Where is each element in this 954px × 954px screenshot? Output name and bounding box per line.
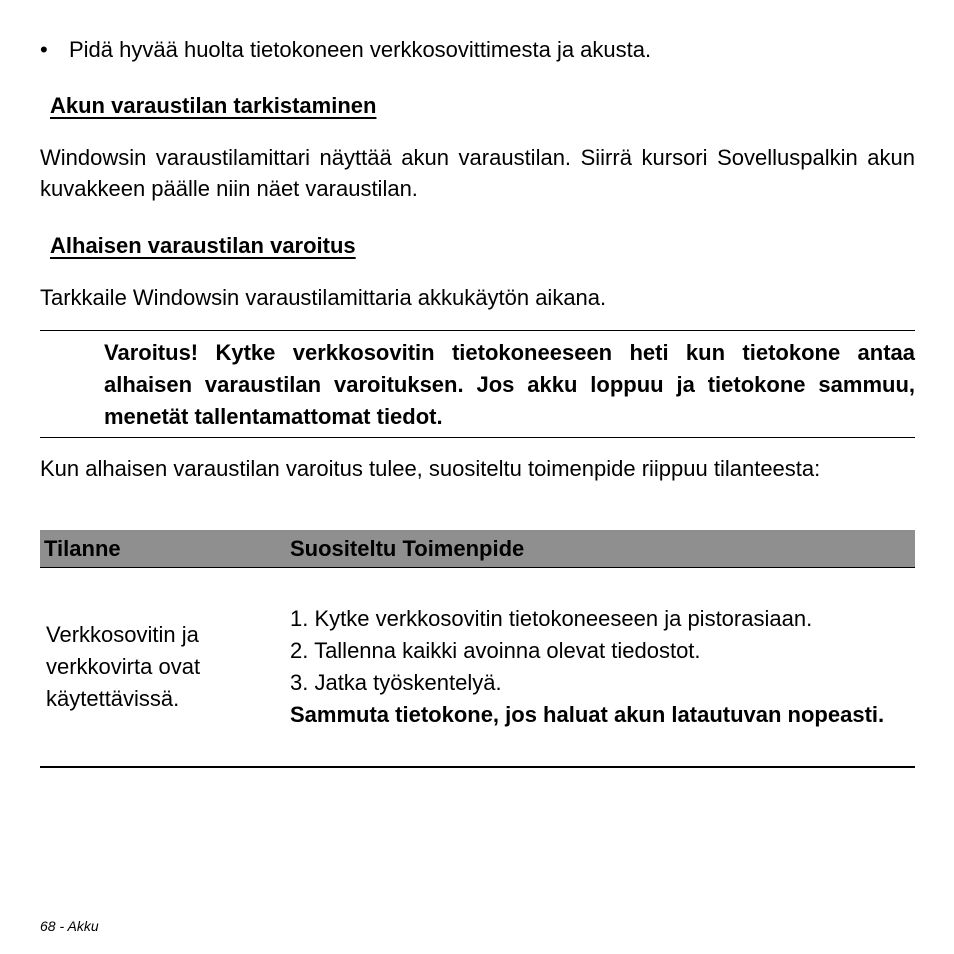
- bullet-item: Pidä hyvää huolta tietokoneen verkkosovittimesta ja akusta.: [69, 37, 652, 62]
- table-row: [40, 568, 915, 768]
- page-footer: 68 - Akku: [40, 918, 99, 934]
- table-header-situation: Tilanne: [40, 530, 286, 568]
- action-note: Sammuta tietokone, jos haluat akun latautuvan nopeasti.: [290, 702, 885, 727]
- section-heading-low-battery: Alhaisen varaustilan varoitus: [50, 233, 356, 258]
- action-step-2: 2. Tallenna kaikki avoinna olevat tiedostot.: [290, 638, 701, 663]
- action-step-3: 3. Jatka työskentelyä.: [290, 670, 502, 695]
- action-step-1: 1. Kytke verkkosovitin tietokoneeseen ja pistorasiaan.: [290, 606, 813, 631]
- section-heading-battery-check: Akun varaustilan tarkistaminen: [50, 93, 377, 118]
- action-cell: [286, 568, 915, 768]
- warning-top-rule: [40, 330, 915, 331]
- bullet-symbol: •: [40, 37, 48, 62]
- situation-cell: Verkkosovitin ja verkkovirta ovat käytettävissä.: [40, 568, 286, 768]
- warning-bottom-rule: [40, 437, 915, 438]
- warning-text: Varoitus! Kytke verkkosovitin tietokoneeseen heti kun tietokone antaa alhaisen varaustilan varoituksen. Jos akku loppuu ja tietokone sammuu, menetät tallentamattomat tiedot.: [104, 340, 915, 429]
- recommendation-table: [40, 530, 915, 768]
- low-battery-paragraph: Tarkkaile Windowsin varaustilamittaria akkukäytön aikana.: [40, 285, 607, 310]
- intro-paragraph: Kun alhaisen varaustilan varoitus tulee, suositeltu toimenpide riippuu tilanteesta:: [40, 456, 821, 481]
- table-header-row: [40, 530, 915, 568]
- table-header-action: Suositeltu Toimenpide: [286, 530, 915, 568]
- battery-check-paragraph: Windowsin varaustilamittari näyttää akun varaustilan. Siirrä kursori Sovelluspalkin akun kuvakkeen päälle niin näet varaustilan.: [40, 145, 915, 201]
